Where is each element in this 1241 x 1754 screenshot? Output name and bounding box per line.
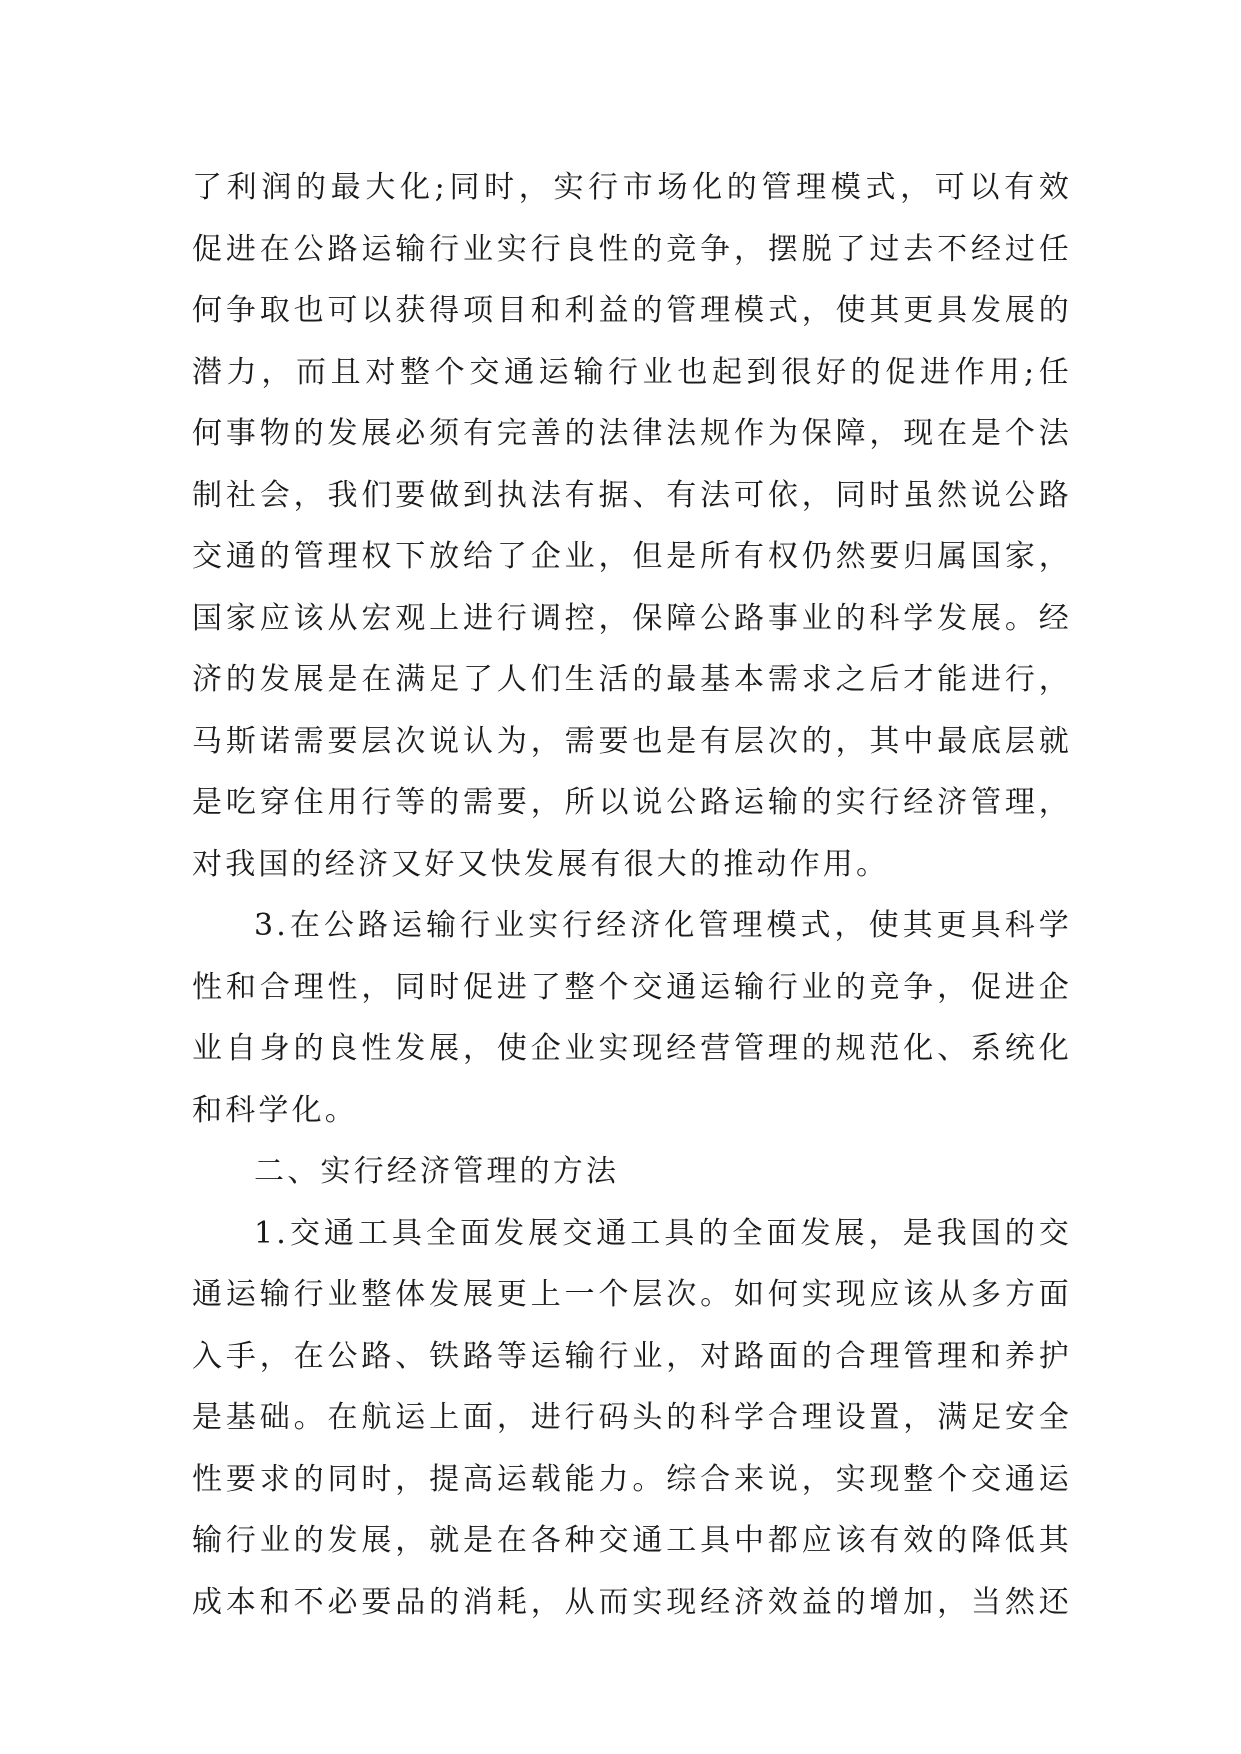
text-line: 制社会，我们要做到执法有据、有法可依，同时虽然说公路	[192, 477, 1072, 513]
text-line: 促进在公路运输行业实行良性的竞争，摆脱了过去不经过任	[192, 231, 1072, 267]
text-line: 输行业的发展，就是在各种交通工具中都应该有效的降低其	[192, 1523, 1072, 1558]
text-line: 业自身的良性发展，使企业实现经营管理的规范化、系统化	[192, 1031, 1072, 1066]
text-line: 性要求的同时，提高运载能力。综合来说，实现整个交通运	[192, 1461, 1072, 1497]
text-line: 3.在公路运输行业实行经济化管理模式，使其更具科学	[254, 908, 1072, 943]
text-line: 性和合理性，同时促进了整个交通运输行业的竞争，促进企	[192, 969, 1072, 1005]
text-line: 成本和不必要品的消耗，从而实现经济效益的增加，当然还	[192, 1584, 1072, 1620]
section-heading: 二、实行经济管理的方法	[254, 1154, 620, 1189]
body-text	[192, 157, 1072, 1633]
text-line: 马斯诺需要层次说认为，需要也是有层次的，其中最底层就	[192, 723, 1072, 759]
text-line: 和科学化。	[192, 1092, 358, 1128]
text-line: 是基础。在航运上面，进行码头的科学合理设置，满足安全	[192, 1400, 1072, 1435]
text-line: 国家应该从宏观上进行调控，保障公路事业的科学发展。经	[192, 600, 1072, 636]
text-line: 对我国的经济又好又快发展有很大的推动作用。	[192, 846, 890, 882]
text-line: 通运输行业整体发展更上一个层次。如何实现应该从多方面	[192, 1277, 1072, 1312]
text-line: 入手，在公路、铁路等运输行业，对路面的合理管理和养护	[192, 1338, 1072, 1374]
text-line: 何争取也可以获得项目和利益的管理模式，使其更具发展的	[192, 293, 1072, 328]
text-line: 了利润的最大化;同时，实行市场化的管理模式，可以有效	[192, 170, 1072, 205]
text-line: 1.交通工具全面发展交通工具的全面发展，是我国的交	[254, 1215, 1072, 1251]
text-line: 潜力，而且对整个交通运输行业也起到很好的促进作用;任	[192, 354, 1072, 390]
text-line: 济的发展是在满足了人们生活的最基本需求之后才能进行，	[192, 662, 1072, 697]
text-line: 何事物的发展必须有完善的法律法规作为保障，现在是个法	[192, 416, 1072, 451]
text-line: 是吃穿住用行等的需要，所以说公路运输的实行经济管理，	[192, 785, 1072, 820]
text-line: 交通的管理权下放给了企业，但是所有权仍然要归属国家，	[192, 539, 1072, 574]
